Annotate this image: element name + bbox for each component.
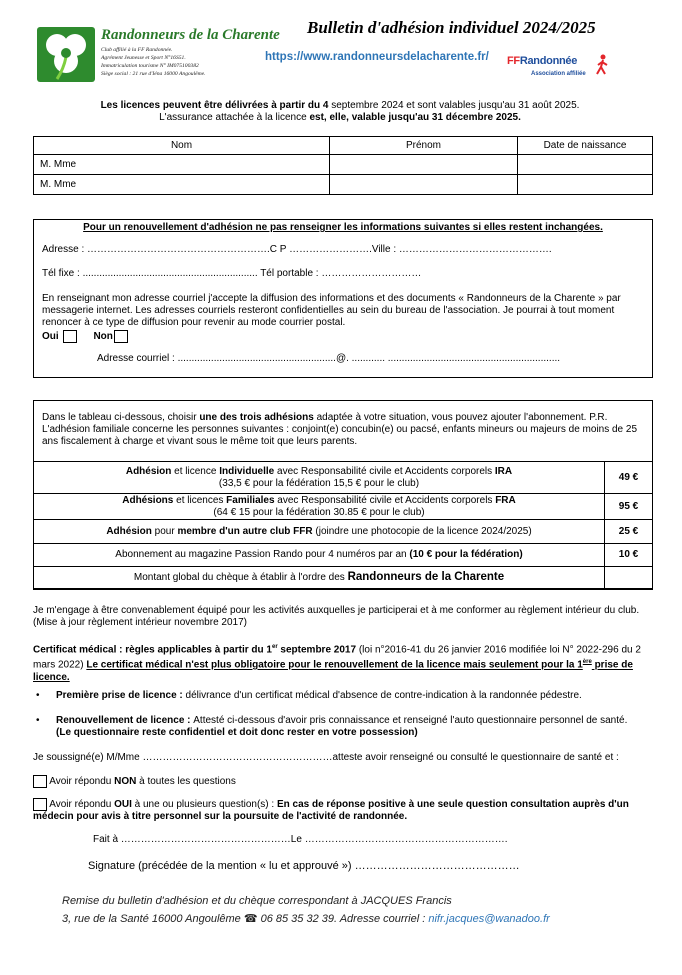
name-cell[interactable]: M. Mme bbox=[34, 175, 330, 195]
fee-description: Adhésions et licences Familiales avec Responsabilité civile et Accidents corporels FRA (64 € 15 pour la fédération 30.85 € pour le club) bbox=[34, 494, 605, 520]
magazine-description: Abonnement au magazine Passion Rando pour 4 numéros par an (10 € pour la fédération) bbox=[34, 544, 605, 567]
address-field[interactable]: Adresse : ……………………………………………….C P …………………….Ville : ………………………………………. bbox=[42, 244, 552, 255]
license-validity-intro: Les licences peuvent être délivrées à partir du 4 septembre 2024 et sont valables jusqu'au 31 août 2025. L'assurance attachée à la licence est, elle, valable jusqu'au 31 décembre 2025. bbox=[100, 100, 580, 123]
table-row[interactable] bbox=[34, 494, 653, 520]
oui-checkbox[interactable] bbox=[63, 330, 77, 343]
fee-description: Adhésion pour membre d'un autre club FFR (joindre une photocopie de la licence 2024/2025) bbox=[34, 520, 605, 544]
firstname-cell[interactable] bbox=[330, 175, 518, 195]
answer-yes-option[interactable]: Avoir répondu OUI à une ou plusieurs question(s) : En cas de réponse positive à une seule question consultation auprès d'un médecin pour avis à titre personnel sur la poursuite de l'activité de randonnée. bbox=[33, 799, 629, 823]
club-name: Randonneurs de la Charente bbox=[101, 27, 280, 43]
table-row[interactable] bbox=[34, 544, 653, 567]
answer-no-checkbox[interactable] bbox=[33, 775, 47, 788]
consent-choice: Oui Non bbox=[42, 330, 128, 343]
commitment-text: Je m'engage à être convenablement équipé pour les activités auxquelles je participerai et à me conformer au règlement intérieur du club. (Mise à jour règlement intérieur novembre 2017) bbox=[33, 605, 640, 628]
column-header-prenom: Prénom bbox=[330, 137, 518, 155]
club-logo bbox=[37, 27, 95, 82]
document-title: Bulletin d'adhésion individuel 2024/2025 bbox=[307, 18, 596, 37]
first-license-bullet: • Première prise de licence : délivrance d'un certificat médical d'absence de contre-indication à la randonnée pédestre. bbox=[36, 690, 582, 701]
magazine-price: 10 € bbox=[605, 544, 653, 567]
table-row[interactable] bbox=[34, 567, 653, 589]
renewal-info-box bbox=[33, 219, 653, 378]
contact-email-link[interactable]: nifr.jacques@wanadoo.fr bbox=[428, 913, 550, 925]
fee-price: 25 € bbox=[605, 520, 653, 544]
fee-description: Adhésion et licence Individuelle avec Responsabilité civile et Accidents corporels IRA (33,5 € pour la fédération 15,5 € pour le club) bbox=[34, 462, 605, 494]
fee-price: 49 € bbox=[605, 462, 653, 494]
email-field[interactable]: Adresse courriel : .........................................................@. ............ .............................................................. bbox=[97, 353, 561, 364]
medical-certificate-text: Certificat médical : règles applicables à partir du 1er septembre 2017 (loi n°2016-41 du 26 janvier 2016 modifiée loi N° 2022-296 du 2 mars 2022) Le certificat médical n'est plus obligatoire pour le renouvellement de la licence mais seulement pour la 1ère prise de licence. bbox=[33, 644, 641, 683]
answer-no-option[interactable]: Avoir répondu NON à toutes les questions bbox=[33, 775, 236, 788]
table-row[interactable] bbox=[34, 462, 653, 494]
phone-field[interactable]: Tél fixe : ............................................................... Tél portable : ………………………… bbox=[42, 268, 422, 279]
renewal-title: Pour un renouvellement d'adhésion ne pas renseigner les informations suivantes si elles restent inchangées. bbox=[83, 222, 603, 233]
signature-field[interactable]: Signature (précédée de la mention « lu et approuvé ») ……………………………………… bbox=[88, 860, 520, 872]
ffr-association-label: Association affiliée bbox=[531, 71, 586, 77]
total-description: Montant global du chèque à établir à l'ordre des Randonneurs de la Charente bbox=[34, 567, 605, 589]
ffr-logo: FFRandonnée bbox=[507, 55, 578, 67]
table-row[interactable] bbox=[34, 520, 653, 544]
column-header-nom: Nom bbox=[34, 137, 330, 155]
total-amount-cell[interactable] bbox=[605, 567, 653, 589]
phone-icon: ☎ bbox=[243, 913, 258, 925]
table-header-row bbox=[34, 137, 653, 155]
table-row[interactable] bbox=[34, 155, 653, 175]
fee-price: 95 € bbox=[605, 494, 653, 520]
adhesion-instructions: Dans le tableau ci-dessous, choisir une des trois adhésions adaptée à votre situation, vous pouvez ajouter l'abonnement. P.R. L'adhésion familiale concerne les personnes suivantes : conjoint(e) concubin(e) ou pacsé, enfants mineurs ou majeurs de moins de 25 ans fiscalement à charge et vivant sous le même toit que leurs parents. bbox=[42, 412, 638, 447]
column-header-date-naissance: Date de naissance bbox=[518, 137, 653, 155]
members-table bbox=[33, 136, 653, 195]
birthdate-cell[interactable] bbox=[518, 175, 653, 195]
place-date-field[interactable]: Fait à ……………………………………………Le ……………………………………………………. bbox=[93, 834, 508, 845]
firstname-cell[interactable] bbox=[330, 155, 518, 175]
club-info: Club affilié à la FF Randonnée. Agrément Jeunesse et Sport N°16S51. Immatriculation tourisme N° IM075100382 Siège social : 21 rue d'Iéna 16000 Angoulême. bbox=[101, 47, 206, 77]
name-cell[interactable]: M. Mme bbox=[34, 155, 330, 175]
footer-contact-line: 3, rue de la Santé 16000 Angoulême ☎ 06 85 35 32 39. Adresse courriel : nifr.jacques@wanadoo.fr bbox=[62, 913, 550, 925]
fees-table bbox=[33, 461, 653, 589]
website-link[interactable]: https://www.randonneursdelacharente.fr/ bbox=[265, 51, 489, 63]
non-checkbox[interactable] bbox=[114, 330, 128, 343]
hiker-icon bbox=[595, 54, 609, 79]
renewal-license-bullet: • Renouvellement de licence : Attesté ci-dessous d'avoir pris connaissance et renseigné l'auto questionnaire personnel de santé. (Le questionnaire reste confidentiel et doit donc rester en votre possession) bbox=[36, 715, 628, 738]
email-consent-text: En renseignant mon adresse courriel j'accepte la diffusion des informations et des documents « Randonneurs de la Charente » par messagerie internet. Les adresses courriels resteront confidentielles au sein du bureau de l'association. Je pourrai à tout moment renoncer à ce type de diffusion pour revenir au mode courrier postal. bbox=[42, 293, 621, 328]
table-row[interactable] bbox=[34, 175, 653, 195]
footer-remit-line: Remise du bulletin d'adhésion et du chèque correspondant à JACQUES Francis bbox=[62, 895, 452, 907]
birthdate-cell[interactable] bbox=[518, 155, 653, 175]
attestation-line[interactable]: Je soussigné(e) M/Mme …………………………………………………atteste avoir renseigné ou consulté le questionnaire de santé et : bbox=[33, 752, 619, 763]
answer-yes-checkbox[interactable] bbox=[33, 798, 47, 811]
